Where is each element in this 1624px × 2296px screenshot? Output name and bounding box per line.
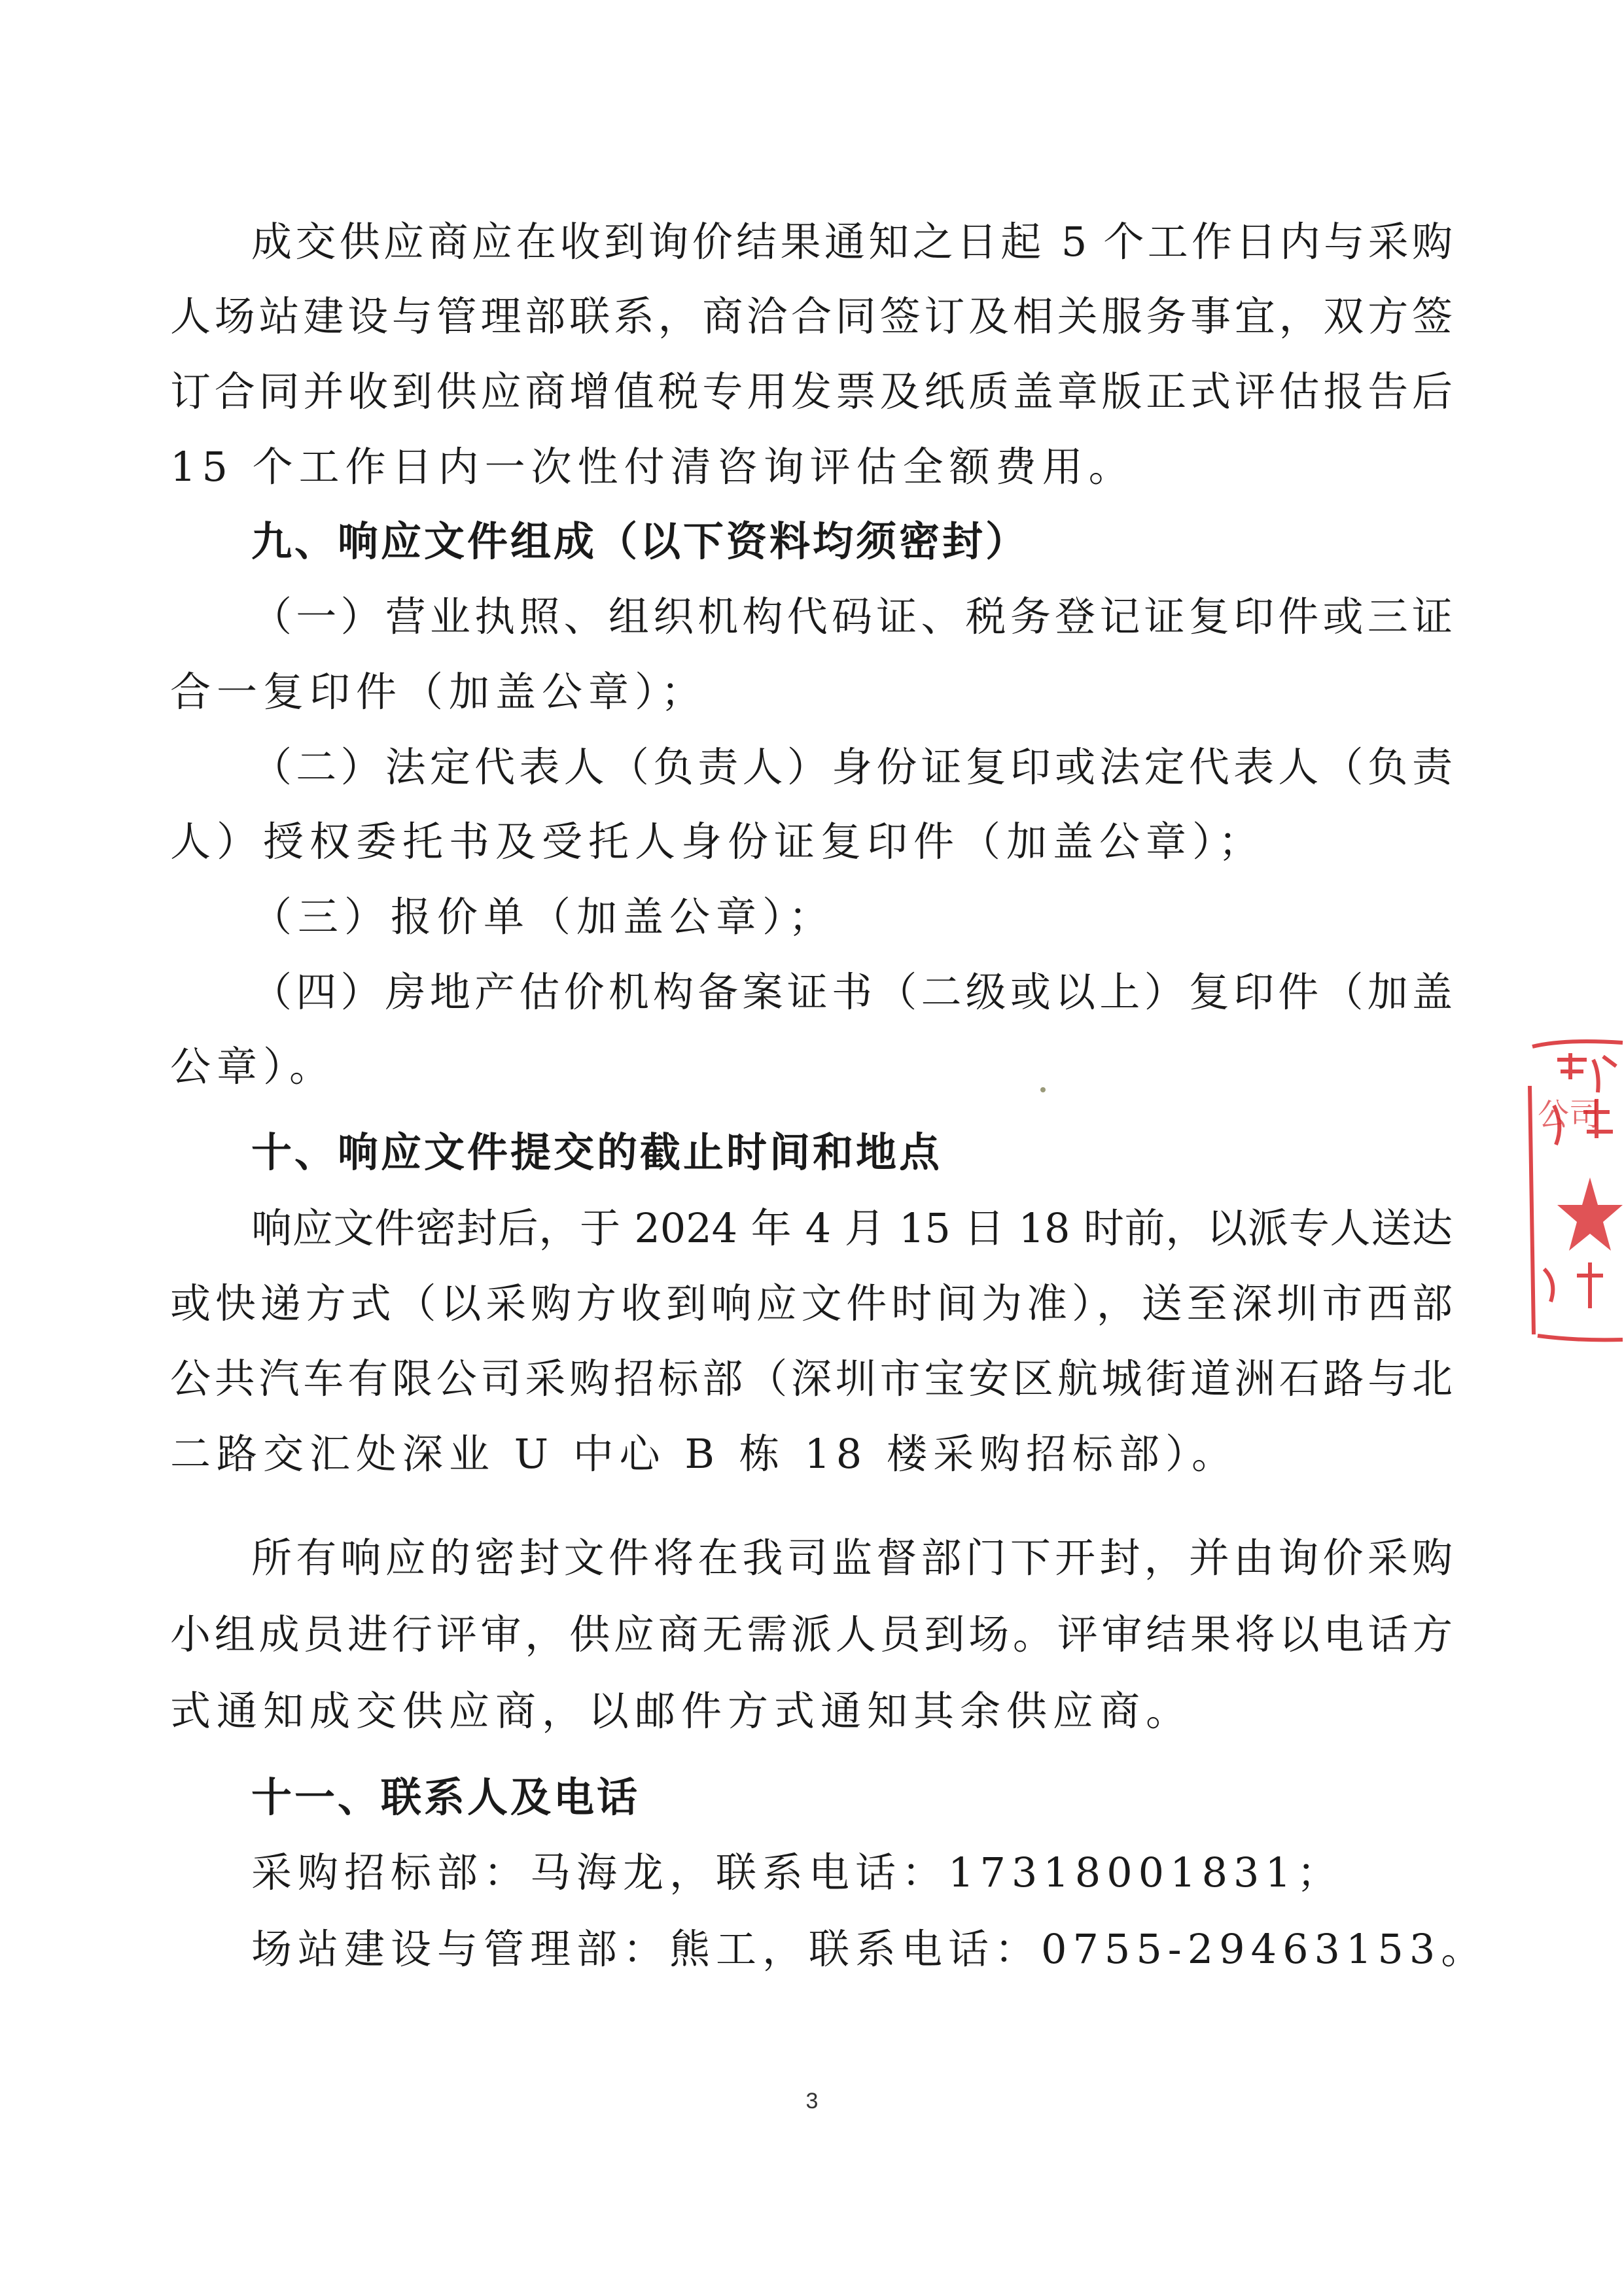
list-item-line: （二）法定代表人（负责人）身份证复印或法定代表人（负责 — [251, 743, 1453, 791]
list-item-line: 公章）。 — [170, 1043, 336, 1090]
contact-line: 采购招标部：马海龙，联系电话：17318001831； — [251, 1849, 1343, 1896]
paragraph-line: 所有响应的密封文件将在我司监督部门下开封，并由询价采购 — [251, 1534, 1453, 1582]
seal-mark — [1530, 1041, 1623, 1340]
list-item-line: （四）房地产估价机构备案证书（二级或以上）复印件（加盖 — [251, 968, 1453, 1016]
paragraph-line: 成交供应商应在收到询价结果通知之日起 5 个工作日内与采购 — [251, 218, 1453, 266]
seal-graphic — [1525, 1034, 1624, 1348]
section-heading: 十一、联系人及电话 — [251, 1773, 641, 1821]
paragraph-line: 公共汽车有限公司采购招标部（深圳市宝安区航城街道洲石路与北 — [170, 1355, 1453, 1402]
section-heading: 九、响应文件组成（以下资料均须密封） — [251, 517, 1029, 565]
seal-star — [1557, 1177, 1623, 1251]
list-item-line: （三）报价单（加盖公章）； — [251, 893, 836, 941]
seal-text: 公司 — [1538, 1096, 1601, 1133]
scan-speck — [1040, 1087, 1046, 1092]
page-number: 3 — [805, 2089, 819, 2113]
paragraph-line: 或快递方式（以采购方收到响应文件时间为准），送至深圳市西部 — [170, 1279, 1453, 1327]
company-seal-fragment — [1525, 1034, 1624, 1348]
paragraph-line: 式通知成交供应商，以邮件方式通知其余供应商。 — [170, 1687, 1193, 1735]
paragraph-line: 响应文件密封后，于 2024 年 4 月 15 日 18 时前，以派专人送达 — [251, 1204, 1453, 1252]
contact-line: 场站建设与管理部：熊工，联系电话：0755-29463153。 — [251, 1925, 1488, 1973]
paragraph-line: 二路交汇处深业 U 中心 B 栋 18 楼采购招标部）。 — [170, 1430, 1238, 1478]
list-item-line: 人）授权委托书及受托人身份证复印件（加盖公章）； — [170, 818, 1265, 865]
paragraph-line: 人场站建设与管理部联系，商洽合同签订及相关服务事宜，双方签 — [170, 292, 1453, 340]
paragraph-line: 小组成员进行评审，供应商无需派人员到场。评审结果将以电话方 — [170, 1610, 1453, 1658]
list-item-line: （一）营业执照、组织机构代码证、税务登记证复印件或三证 — [251, 593, 1453, 640]
paragraph-line: 15 个工作日内一次性付清咨询评估全额费用。 — [170, 443, 1135, 491]
list-item-line: 合一复印件（加盖公章）； — [170, 668, 708, 716]
paragraph-line: 订合同并收到供应商增值税专用发票及纸质盖章版正式评估报告后 — [170, 368, 1453, 415]
section-heading: 十、响应文件提交的截止时间和地点 — [251, 1128, 943, 1176]
